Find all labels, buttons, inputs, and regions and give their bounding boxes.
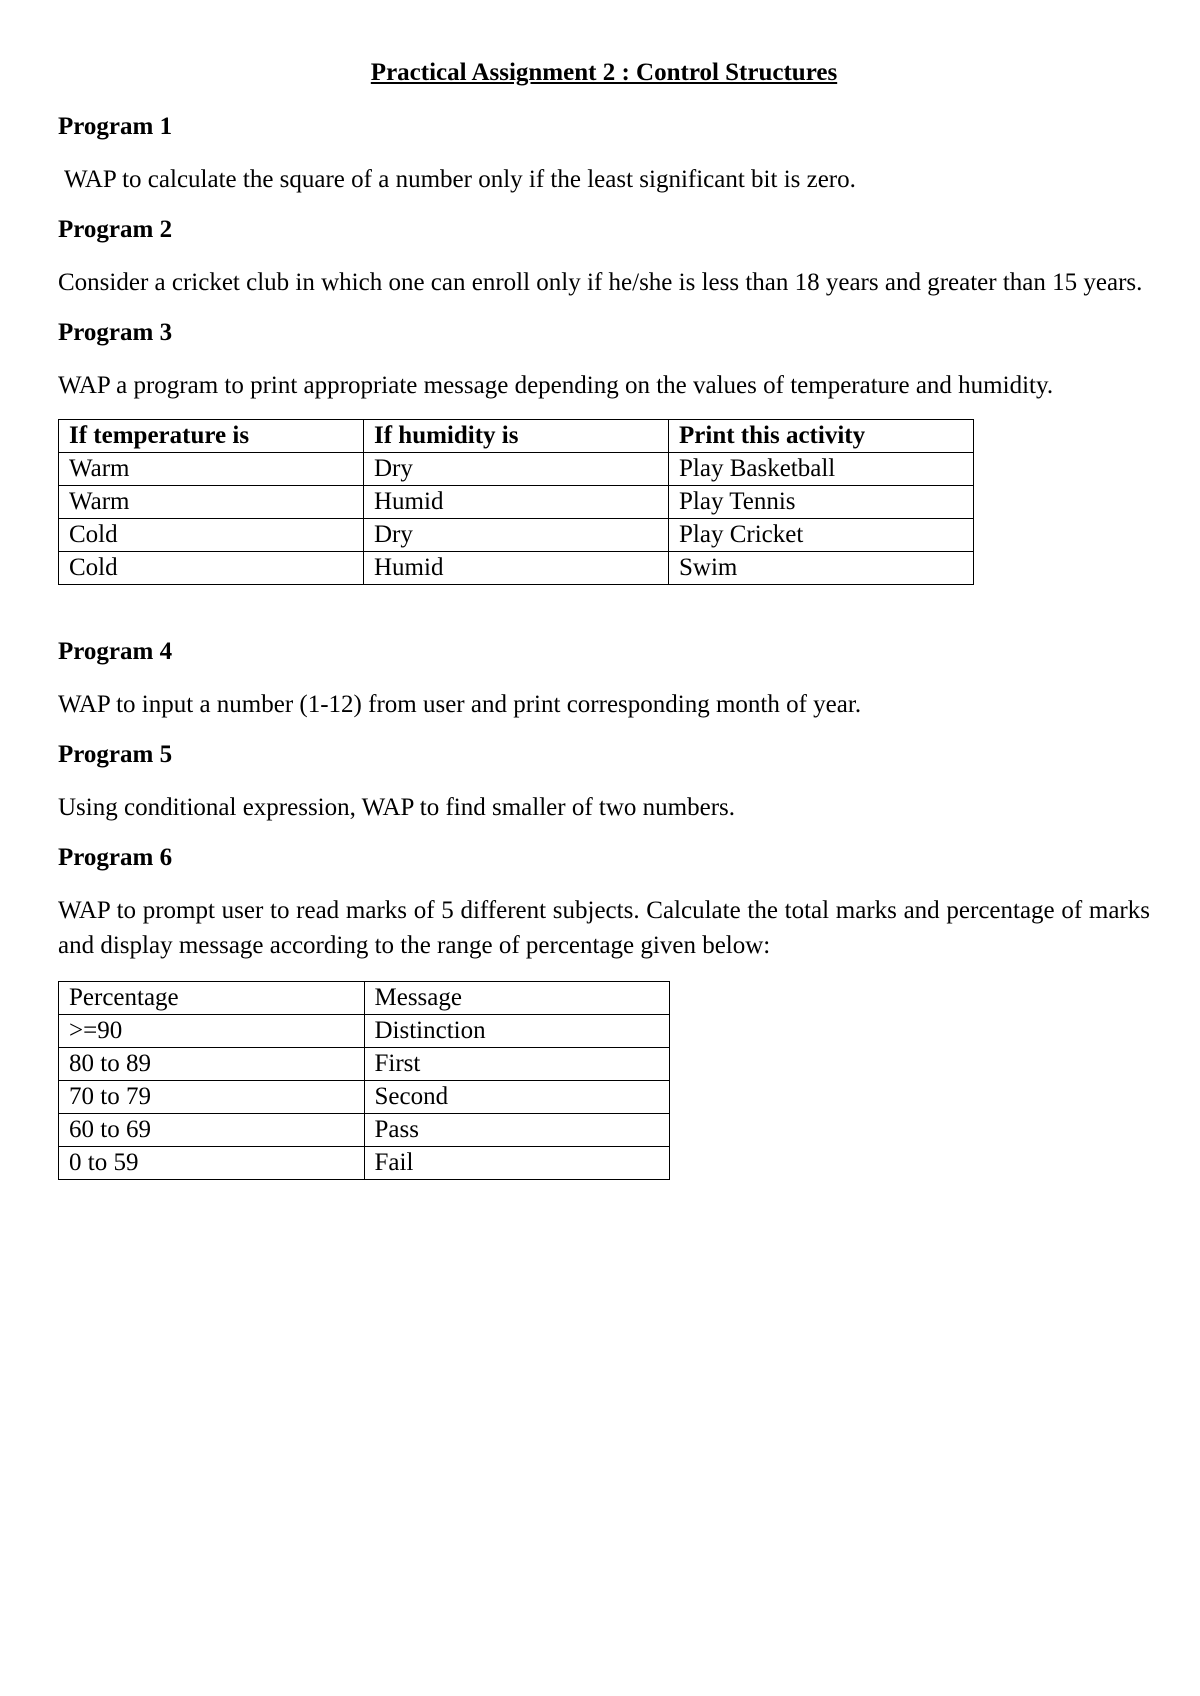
table-cell: Cold [59,552,364,585]
table-cell: Fail [364,1147,670,1180]
table-cell: Warm [59,486,364,519]
table-cell: Distinction [364,1015,670,1048]
program-6-text: WAP to prompt user to read marks of 5 different subjects. Calculate the total marks and percentage of marks and display message according to the range of percentage given below: [58,897,1150,959]
table-cell: 80 to 89 [59,1048,365,1081]
program-1-heading: Program 1 [58,113,173,140]
table-row [59,486,974,519]
table-cell: Warm [59,453,364,486]
table-row [59,1114,670,1147]
table-cell: 0 to 59 [59,1147,365,1180]
table-header-cell: If temperature is [59,420,364,453]
activity-table-header [59,420,974,453]
grade-table-header [59,982,670,1015]
program-4-heading: Program 4 [58,638,173,665]
program-1-text: WAP to calculate the square of a number only if the least significant bit is zero. [64,166,856,193]
table-row [59,1147,670,1180]
grade-table [58,981,670,1180]
table-cell: Pass [364,1114,670,1147]
table-row [59,453,974,486]
table-cell: Dry [364,453,669,486]
table-cell: Dry [364,519,669,552]
program-2-heading: Program 2 [58,216,173,243]
table-cell: Swim [669,552,974,585]
table-header-cell: If humidity is [364,420,669,453]
table-cell: Second [364,1081,670,1114]
program-6-heading: Program 6 [58,844,173,871]
table-cell: First [364,1048,670,1081]
table-cell: Play Tennis [669,486,974,519]
program-3-heading: Program 3 [58,319,173,346]
program-5-text: Using conditional expression, WAP to find smaller of two numbers. [58,794,736,821]
program-5-heading: Program 5 [58,741,173,768]
table-cell: Humid [364,552,669,585]
table-row [59,1048,670,1081]
table-cell: 60 to 69 [59,1114,365,1147]
table-header-cell: Percentage [59,982,365,1015]
table-cell: 70 to 79 [59,1081,365,1114]
program-4-text: WAP to input a number (1-12) from user and print corresponding month of year. [58,691,862,718]
table-row [59,1015,670,1048]
program-2-text: Consider a cricket club in which one can enroll only if he/she is less than 18 years and greater than 15 years. [58,269,1143,296]
table-header-cell: Print this activity [669,420,974,453]
document-page [58,56,1150,1180]
table-row [59,1081,670,1114]
program-3-text: WAP a program to print appropriate message depending on the values of temperature and humidity. [58,372,1054,399]
table-cell: >=90 [59,1015,365,1048]
table-row [59,519,974,552]
table-cell: Play Basketball [669,453,974,486]
table-header-cell: Message [364,982,670,1015]
table-cell: Humid [364,486,669,519]
activity-table [58,419,974,585]
table-cell: Cold [59,519,364,552]
table-cell: Play Cricket [669,519,974,552]
table-row [59,552,974,585]
document-title: Practical Assignment 2 : Control Structures [370,59,838,86]
